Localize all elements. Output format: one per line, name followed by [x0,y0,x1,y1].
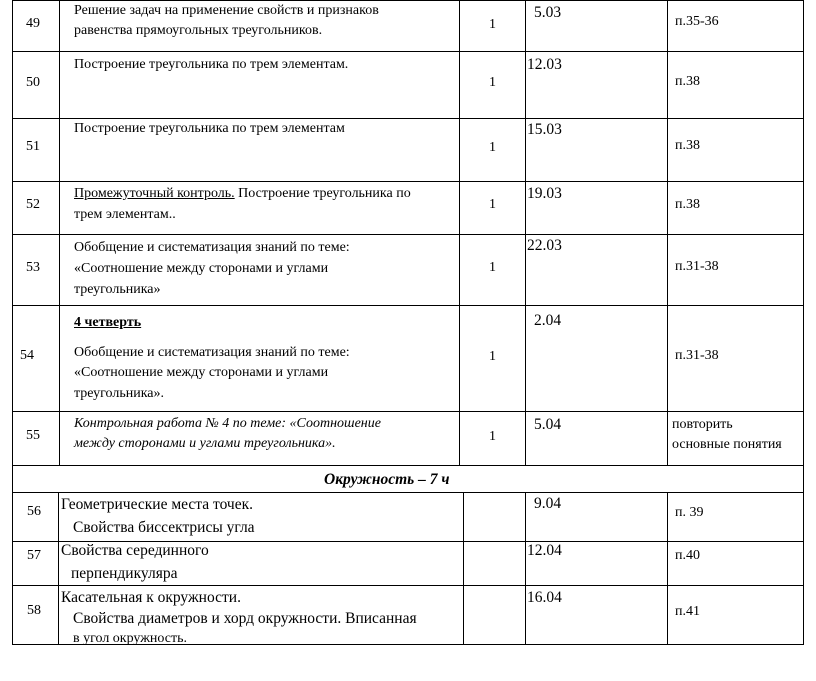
row-border [12,585,804,586]
lesson-number: 54 [20,348,34,363]
column-border [525,0,526,465]
lesson-topic-line: Геометрические места точек. [61,496,254,513]
row-border [12,0,804,1]
lesson-date: 9.04 [534,495,562,512]
column-border [667,0,668,465]
lesson-topic-line: Построение треугольника по трем элементам. [74,57,349,72]
lesson-topic-line: в угол окружность. [73,631,187,646]
lesson-date: 5.04 [534,416,562,433]
lesson-hours: 1 [489,349,496,364]
row-border [12,181,804,182]
textbook-ref: п.31-38 [675,348,719,363]
row-border [12,305,804,306]
row-border [12,51,804,52]
column-border [667,492,668,645]
lesson-number: 53 [26,260,40,275]
textbook-ref: п.38 [675,74,700,89]
quarter-heading: 4 четверть [74,315,142,330]
lesson-hours: 1 [489,17,496,32]
lesson-date: 12.04 [527,542,562,559]
lesson-topic-line: Решение задач на применение свойств и признаков [74,3,379,18]
lesson-date: 2.04 [534,312,562,329]
row-border [12,465,804,466]
table-edge [803,0,804,645]
textbook-ref-line: повторить [672,417,733,432]
column-border [58,492,59,645]
lesson-date: 19.03 [527,185,562,202]
lesson-topic-line: Свойства диаметров и хорд окружности. Вписанная [73,610,417,627]
table-edge [12,0,13,645]
lesson-number: 58 [27,603,41,618]
lesson-number: 49 [26,16,40,31]
lesson-topic-line: Свойства биссектрисы угла [73,519,255,536]
column-border [459,0,460,465]
lesson-topic-line: «Соотношение между сторонами и углами [74,365,329,380]
row-border [12,234,804,235]
textbook-ref: п.41 [675,604,700,619]
lesson-number: 51 [26,139,40,154]
lesson-topic-line: Обобщение и систематизация знаний по теме: [74,240,350,255]
textbook-ref: п.40 [675,548,700,563]
lesson-date: 15.03 [527,121,562,138]
lesson-topic-line: трем элементам.. [74,207,176,222]
lesson-topic-line: Свойства серединного [61,542,209,559]
lesson-topic-line: «Соотношение между сторонами и углами [74,261,329,276]
textbook-ref-line: основные понятия [672,437,782,452]
lesson-hours: 1 [489,429,496,444]
column-border [463,492,464,645]
interim-control-label: Промежуточный контроль. [74,186,235,201]
textbook-ref: п.31-38 [675,259,719,274]
textbook-ref: п.35-36 [675,14,719,29]
lesson-topic-text: Построение треугольника по [234,186,411,201]
lesson-topic-line: между сторонами и углами треугольника». [74,436,336,451]
lesson-date: 5.03 [534,4,562,21]
lesson-topic-line: Касательная к окружности. [61,589,241,606]
column-border [525,492,526,645]
textbook-ref: п.38 [675,197,700,212]
row-border [12,118,804,119]
lesson-hours: 1 [489,75,496,90]
lesson-number: 57 [27,548,41,563]
lesson-topic-line: треугольника» [74,282,161,297]
lesson-date: 12.03 [527,56,562,73]
lesson-hours: 1 [489,197,496,212]
row-border [12,411,804,412]
lesson-topic-line: равенства прямоугольных треугольников. [74,23,323,38]
column-border [59,0,60,465]
lesson-topic-line: треугольника». [74,386,165,401]
lesson-hours: 1 [489,260,496,275]
lesson-hours: 1 [489,140,496,155]
lesson-topic-line: Обобщение и систематизация знаний по теме: [74,345,350,360]
textbook-ref: п. 39 [675,505,704,520]
lesson-date: 22.03 [527,237,562,254]
lesson-topic-line: Контрольная работа № 4 по теме: «Соотношение [74,416,381,431]
textbook-ref: п.38 [675,138,700,153]
row-border [12,492,804,493]
lesson-number: 56 [27,504,41,519]
lesson-date: 16.04 [527,589,562,606]
lesson-number: 52 [26,197,40,212]
lesson-number: 50 [26,75,40,90]
lesson-number: 55 [26,428,40,443]
lesson-topic-line: Построение треугольника по трем элементам [74,121,345,136]
lesson-topic-line [74,187,411,201]
section-title: Окружность – 7 ч [324,471,450,488]
lesson-topic-line: перпендикуляра [71,565,178,582]
